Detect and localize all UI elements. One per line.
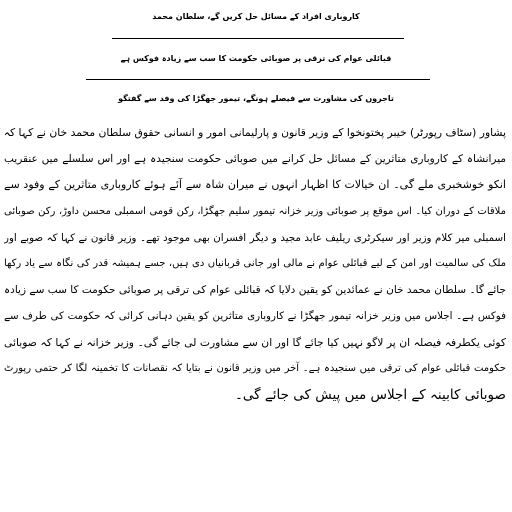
article-line: پشاور (سٹاف رپورٹر) خیبر پختونخوا کے وزیر قانون و پارلیمانی امور و انسانی حقوق سلطان محمد خان نے کہا کہ	[4, 126, 506, 139]
article-line: ملک کی سالمیت اور امن کے لیے قبائلی عوام نے مالی اور جانی قربانیاں دی ہیں، جسے ہمیشہ قدر کی نگاہ سے یاد رکھا	[4, 258, 506, 270]
article-line: حکومت قبائلی عوام کی ترقی میں سنجیدہ ہے۔ آخر میں وزیر قانون نے بتایا کہ نقصانات کا تخمینہ لگا کر حتمی رپورٹ	[4, 362, 506, 374]
article-line: جائے گا۔ سلطان محمد خان نے عمائدین کو یقین دلایا کہ قبائلی عوام کی ترقی پر صوبائی حکومت کا سب سے زیادہ	[4, 284, 506, 297]
article-line: صوبائی کابینہ کے اجلاس میں پیش کی جائے گی۔	[235, 387, 506, 404]
headline-divider	[112, 38, 404, 39]
article-line: انکو خوشخبری ملے گی۔ ان خیالات کا اظہار انہوں نے میران شاہ سے آئے ہوئے کاروباری متاثرین کے وفود سے	[4, 178, 506, 192]
headline-divider	[86, 79, 430, 80]
article-line: ملاقات کے دوران کیا۔ اس موقع پر صوبائی وزیر خزانہ تیمور سلیم جھگڑا، رکن قومی اسمبلی محسن داوڑ، رکن صوبائی	[4, 205, 506, 217]
article-line: فوکس ہے۔ اجلاس میں وزیر خزانہ تیمور جھگڑا نے کاروباری متاثرین کو یقین دہانی کرائی کہ حکومت کی طرف سے	[4, 310, 506, 323]
article-body	[4, 120, 506, 408]
article-line: میرانشاہ کے کاروباری متاثرین کے مسائل حل کرانے میں صوبائی حکومت سنجیدہ ہے اور اس سلسلے میں عنقریب	[4, 153, 506, 166]
article-line: کوئی یکطرفہ فیصلہ ان پر لاگو نہیں کیا جائے گا اور ان سے مشاورت لی جائے گی۔ وزیر خزانہ نے کہا کہ صوبائی	[4, 335, 506, 349]
article-line: اسمبلی میر کلام وزیر اور سیکرٹری ریلیف عابد مجید و دیگر افسران بھی موجود تھے۔ وزیر قانون نے کہا کہ صوبے اور	[4, 231, 506, 244]
headline-sub-2: تاجروں کی مشاورت سے فیصلے ہونگے، تیمور جھگڑا کی وفد سے گفتگو	[118, 94, 394, 103]
headline-main: کاروباری افراد کے مسائل حل کریں گے، سلطان محمد	[152, 12, 360, 21]
headline-sub-1: قبائلی عوام کی ترقی پر صوبائی حکومت کا سب سے زیادہ فوکس ہے	[120, 54, 392, 63]
